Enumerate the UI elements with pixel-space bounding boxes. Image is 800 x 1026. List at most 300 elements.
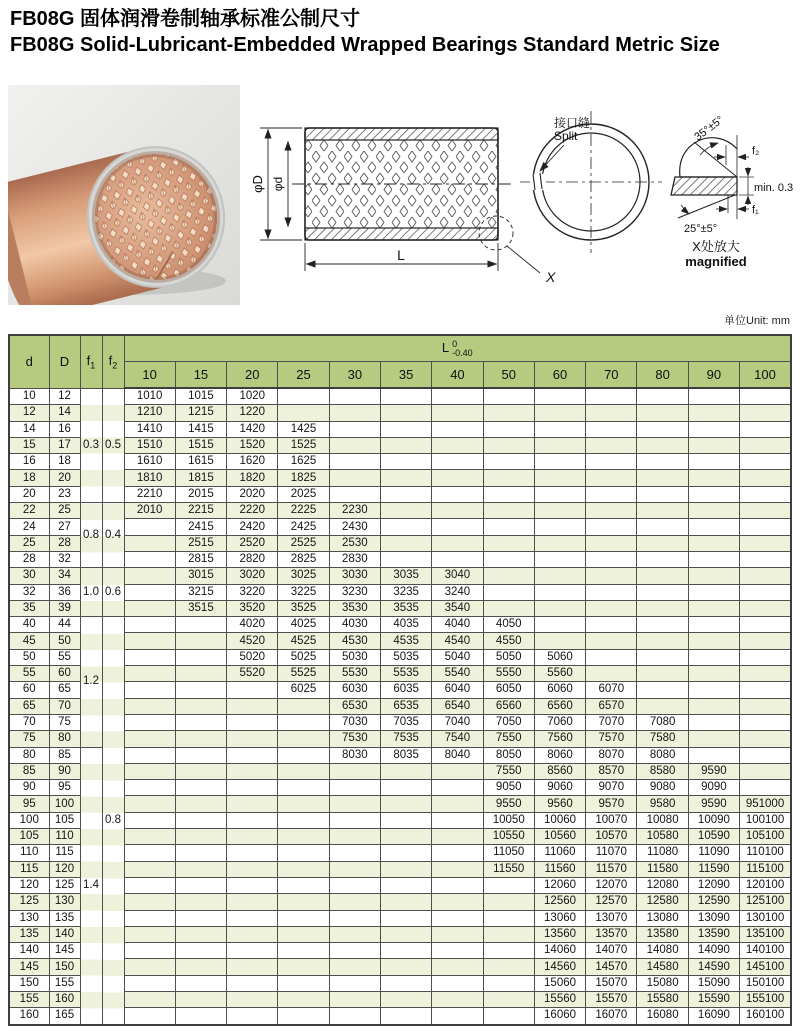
cell-L35 bbox=[380, 503, 431, 519]
cell-L40: 7540 bbox=[432, 731, 483, 747]
cell-L35: 5035 bbox=[380, 649, 431, 665]
table-row bbox=[9, 780, 791, 796]
cell-L100 bbox=[740, 486, 791, 502]
cell-L40 bbox=[432, 812, 483, 828]
cell-L25 bbox=[278, 1008, 329, 1025]
cell-L90 bbox=[688, 519, 739, 535]
cell-L80: 15080 bbox=[637, 975, 688, 991]
cell-L50: 5050 bbox=[483, 649, 534, 665]
cell-L25 bbox=[278, 747, 329, 763]
cell-d: 25 bbox=[9, 535, 49, 551]
cell-L10: 1210 bbox=[124, 405, 175, 421]
cell-L40 bbox=[432, 829, 483, 845]
cell-L30: 6530 bbox=[329, 698, 380, 714]
cell-L90 bbox=[688, 388, 739, 405]
cell-L20: 5520 bbox=[227, 666, 278, 682]
cell-L90: 11090 bbox=[688, 845, 739, 861]
cell-L70 bbox=[586, 421, 637, 437]
table-row bbox=[9, 959, 791, 975]
cell-L60: 14060 bbox=[534, 943, 585, 959]
cell-L70: 16070 bbox=[586, 1008, 637, 1025]
cell-L70: 12570 bbox=[586, 894, 637, 910]
cell-f2: 0.6 bbox=[102, 568, 124, 617]
cell-L80 bbox=[637, 486, 688, 502]
cell-L25: 1825 bbox=[278, 470, 329, 486]
cell-L35: 3535 bbox=[380, 600, 431, 616]
cell-L25: 1525 bbox=[278, 437, 329, 453]
table-row bbox=[9, 470, 791, 486]
cell-L90 bbox=[688, 421, 739, 437]
table-row bbox=[9, 486, 791, 502]
cell-L10 bbox=[124, 894, 175, 910]
cell-L20: 1020 bbox=[227, 388, 278, 405]
cell-L30: 2830 bbox=[329, 551, 380, 567]
cell-L70: 8070 bbox=[586, 747, 637, 763]
table-row bbox=[9, 649, 791, 665]
cell-L40 bbox=[432, 894, 483, 910]
table-row bbox=[9, 551, 791, 567]
cell-L25 bbox=[278, 780, 329, 796]
cell-L10 bbox=[124, 698, 175, 714]
cell-L35 bbox=[380, 437, 431, 453]
cell-L20: 3220 bbox=[227, 584, 278, 600]
cell-L90: 14090 bbox=[688, 943, 739, 959]
cell-L25: 1425 bbox=[278, 421, 329, 437]
cell-L50 bbox=[483, 454, 534, 470]
cell-L50: 7550 bbox=[483, 763, 534, 779]
l-tolerance-lower: -0.40 bbox=[452, 347, 473, 358]
cell-L35 bbox=[380, 829, 431, 845]
cell-L100 bbox=[740, 470, 791, 486]
cell-L20 bbox=[227, 894, 278, 910]
cell-L10 bbox=[124, 926, 175, 942]
cell-L100 bbox=[740, 503, 791, 519]
cell-L100: 155100 bbox=[740, 991, 791, 1007]
cell-L35: 6035 bbox=[380, 682, 431, 698]
cell-L15 bbox=[175, 877, 226, 893]
cell-L15: 3215 bbox=[175, 584, 226, 600]
cell-L100: 125100 bbox=[740, 894, 791, 910]
cell-L10 bbox=[124, 780, 175, 796]
cell-L10 bbox=[124, 747, 175, 763]
cell-L25 bbox=[278, 943, 329, 959]
cell-L80 bbox=[637, 698, 688, 714]
cell-L35 bbox=[380, 551, 431, 567]
cell-L10 bbox=[124, 568, 175, 584]
cell-L15 bbox=[175, 812, 226, 828]
l-col-header-40: 40 bbox=[432, 362, 483, 389]
cell-L15: 1515 bbox=[175, 437, 226, 453]
cell-L100 bbox=[740, 454, 791, 470]
cell-L15: 3015 bbox=[175, 568, 226, 584]
cell-L80 bbox=[637, 454, 688, 470]
cell-L100 bbox=[740, 682, 791, 698]
cell-L90: 9590 bbox=[688, 796, 739, 812]
l-col-header-20: 20 bbox=[227, 362, 278, 389]
cell-L15 bbox=[175, 714, 226, 730]
cell-L40: 3040 bbox=[432, 568, 483, 584]
cell-d: 16 bbox=[9, 454, 49, 470]
cell-L15 bbox=[175, 943, 226, 959]
table-row bbox=[9, 991, 791, 1007]
cell-L50: 4050 bbox=[483, 617, 534, 633]
cell-L25 bbox=[278, 405, 329, 421]
cell-L60 bbox=[534, 454, 585, 470]
cell-L15: 2515 bbox=[175, 535, 226, 551]
cell-f2: 0.4 bbox=[102, 503, 124, 568]
cell-L25 bbox=[278, 698, 329, 714]
cell-L60 bbox=[534, 470, 585, 486]
cell-L100 bbox=[740, 437, 791, 453]
cell-L20 bbox=[227, 926, 278, 942]
cell-L25 bbox=[278, 877, 329, 893]
cell-L50: 6560 bbox=[483, 698, 534, 714]
table-row bbox=[9, 568, 791, 584]
cell-L80: 10080 bbox=[637, 812, 688, 828]
cell-L60 bbox=[534, 405, 585, 421]
cell-D: 160 bbox=[49, 991, 80, 1007]
cell-L20 bbox=[227, 959, 278, 975]
cell-L60 bbox=[534, 633, 585, 649]
cell-L90 bbox=[688, 666, 739, 682]
cell-L40: 4540 bbox=[432, 633, 483, 649]
cell-L60: 13060 bbox=[534, 910, 585, 926]
angle-top-label: 35°±5° bbox=[692, 113, 727, 144]
cell-d: 120 bbox=[9, 877, 49, 893]
cell-L30 bbox=[329, 877, 380, 893]
cell-L20: 4520 bbox=[227, 633, 278, 649]
cell-L90 bbox=[688, 633, 739, 649]
cell-L40 bbox=[432, 991, 483, 1007]
cell-L30: 7530 bbox=[329, 731, 380, 747]
cell-L30 bbox=[329, 975, 380, 991]
cell-D: 50 bbox=[49, 633, 80, 649]
cell-L30: 5530 bbox=[329, 666, 380, 682]
table-row bbox=[9, 535, 791, 551]
cell-L40 bbox=[432, 503, 483, 519]
page-title-zh: FB08G 固体润滑卷制轴承标准公制尺寸 bbox=[10, 8, 361, 30]
cell-L80: 10580 bbox=[637, 829, 688, 845]
cell-L30: 8030 bbox=[329, 747, 380, 763]
cell-L15 bbox=[175, 780, 226, 796]
cell-L50 bbox=[483, 910, 534, 926]
cell-L10 bbox=[124, 519, 175, 535]
cell-L10 bbox=[124, 812, 175, 828]
cell-L35 bbox=[380, 519, 431, 535]
cell-f1: 0.3 bbox=[80, 388, 102, 503]
cell-L70 bbox=[586, 503, 637, 519]
cell-L35 bbox=[380, 991, 431, 1007]
cell-L60 bbox=[534, 617, 585, 633]
cell-L15: 1815 bbox=[175, 470, 226, 486]
col-header-L: L 0 -0.40 bbox=[124, 335, 791, 362]
cell-L20 bbox=[227, 780, 278, 796]
cell-D: 115 bbox=[49, 845, 80, 861]
cell-L15: 2215 bbox=[175, 503, 226, 519]
cell-L70: 6070 bbox=[586, 682, 637, 698]
cell-L60: 10560 bbox=[534, 829, 585, 845]
cell-L50: 6050 bbox=[483, 682, 534, 698]
cell-L60: 12060 bbox=[534, 877, 585, 893]
cell-L30 bbox=[329, 780, 380, 796]
cell-L70 bbox=[586, 388, 637, 405]
cell-L10 bbox=[124, 991, 175, 1007]
col-header-D: D bbox=[49, 335, 80, 388]
cell-L25: 2825 bbox=[278, 551, 329, 567]
cell-L20 bbox=[227, 796, 278, 812]
table-row bbox=[9, 877, 791, 893]
cell-L80: 13580 bbox=[637, 926, 688, 942]
cell-d: 125 bbox=[9, 894, 49, 910]
table-row bbox=[9, 454, 791, 470]
cell-L40: 7040 bbox=[432, 714, 483, 730]
size-table bbox=[8, 334, 792, 1026]
cell-L20 bbox=[227, 747, 278, 763]
table-row bbox=[9, 894, 791, 910]
cell-D: 16 bbox=[49, 421, 80, 437]
cell-L70 bbox=[586, 666, 637, 682]
cell-d: 85 bbox=[9, 763, 49, 779]
cell-L25: 3025 bbox=[278, 568, 329, 584]
cell-L100: 100100 bbox=[740, 812, 791, 828]
cell-L40 bbox=[432, 763, 483, 779]
table-row bbox=[9, 666, 791, 682]
cell-L70: 7570 bbox=[586, 731, 637, 747]
cell-L80: 14080 bbox=[637, 943, 688, 959]
cell-L25 bbox=[278, 861, 329, 877]
cell-L90 bbox=[688, 714, 739, 730]
cell-L80: 15580 bbox=[637, 991, 688, 1007]
cell-L20 bbox=[227, 714, 278, 730]
cell-L100 bbox=[740, 666, 791, 682]
cell-D: 39 bbox=[49, 600, 80, 616]
cell-L90 bbox=[688, 731, 739, 747]
cell-L40 bbox=[432, 405, 483, 421]
cell-d: 14 bbox=[9, 421, 49, 437]
cell-L40 bbox=[432, 437, 483, 453]
cell-L100: 145100 bbox=[740, 959, 791, 975]
cell-L100 bbox=[740, 519, 791, 535]
cell-L40 bbox=[432, 861, 483, 877]
cell-L25: 3225 bbox=[278, 584, 329, 600]
cell-L10 bbox=[124, 910, 175, 926]
table-row bbox=[9, 910, 791, 926]
cell-L90: 15090 bbox=[688, 975, 739, 991]
cell-L70: 12070 bbox=[586, 877, 637, 893]
detail-ref-label: X bbox=[546, 269, 556, 285]
table-row bbox=[9, 388, 791, 405]
cell-L20: 1820 bbox=[227, 470, 278, 486]
cell-L40 bbox=[432, 421, 483, 437]
cell-f1: 1.0 bbox=[80, 568, 102, 617]
cell-f2: 0.8 bbox=[102, 617, 124, 1025]
cell-D: 70 bbox=[49, 698, 80, 714]
cell-L60: 8060 bbox=[534, 747, 585, 763]
cell-L25 bbox=[278, 991, 329, 1007]
dim-inner-diameter-label: φd bbox=[271, 176, 285, 192]
split-gap bbox=[530, 174, 546, 190]
cell-L30: 4030 bbox=[329, 617, 380, 633]
cell-L35 bbox=[380, 910, 431, 926]
cell-L20: 2020 bbox=[227, 486, 278, 502]
cell-L100: 951000 bbox=[740, 796, 791, 812]
cell-L25 bbox=[278, 926, 329, 942]
cell-D: 18 bbox=[49, 454, 80, 470]
cell-L90 bbox=[688, 503, 739, 519]
cell-L50: 11550 bbox=[483, 861, 534, 877]
cell-D: 100 bbox=[49, 796, 80, 812]
cell-L25: 2225 bbox=[278, 503, 329, 519]
cell-L60: 12560 bbox=[534, 894, 585, 910]
cell-L15 bbox=[175, 975, 226, 991]
cell-L90 bbox=[688, 747, 739, 763]
cell-L35 bbox=[380, 388, 431, 405]
cell-L35: 8035 bbox=[380, 747, 431, 763]
cell-L50 bbox=[483, 551, 534, 567]
cell-L50 bbox=[483, 991, 534, 1007]
angle-bottom-label: 25°±5° bbox=[684, 223, 718, 235]
cell-L25: 3525 bbox=[278, 600, 329, 616]
cell-L100 bbox=[740, 714, 791, 730]
cell-L10 bbox=[124, 796, 175, 812]
cell-L35 bbox=[380, 943, 431, 959]
cell-L25 bbox=[278, 796, 329, 812]
cell-L10 bbox=[124, 551, 175, 567]
cell-L20: 2220 bbox=[227, 503, 278, 519]
cell-L50: 11050 bbox=[483, 845, 534, 861]
table-row bbox=[9, 812, 791, 828]
cell-L25: 5025 bbox=[278, 649, 329, 665]
cell-L20 bbox=[227, 910, 278, 926]
cell-L10 bbox=[124, 617, 175, 633]
cell-L50 bbox=[483, 584, 534, 600]
table-row bbox=[9, 763, 791, 779]
cell-D: 25 bbox=[49, 503, 80, 519]
cell-L35 bbox=[380, 959, 431, 975]
f2-label: f₂ bbox=[752, 145, 760, 157]
cell-L10 bbox=[124, 829, 175, 845]
cell-D: 44 bbox=[49, 617, 80, 633]
table-row bbox=[9, 584, 791, 600]
cell-L30: 2430 bbox=[329, 519, 380, 535]
table-row bbox=[9, 503, 791, 519]
cell-L50: 7550 bbox=[483, 731, 534, 747]
table-row bbox=[9, 617, 791, 633]
cell-L70 bbox=[586, 535, 637, 551]
cell-L90 bbox=[688, 454, 739, 470]
cell-L35 bbox=[380, 421, 431, 437]
cell-L35: 3235 bbox=[380, 584, 431, 600]
cell-L90 bbox=[688, 617, 739, 633]
cell-L50: 7050 bbox=[483, 714, 534, 730]
cell-L100: 115100 bbox=[740, 861, 791, 877]
cell-d: 12 bbox=[9, 405, 49, 421]
cell-L70: 14570 bbox=[586, 959, 637, 975]
cell-L10 bbox=[124, 861, 175, 877]
cell-d: 135 bbox=[9, 926, 49, 942]
cell-L20 bbox=[227, 812, 278, 828]
cell-L50: 10050 bbox=[483, 812, 534, 828]
cell-L35 bbox=[380, 486, 431, 502]
table-row bbox=[9, 600, 791, 616]
cell-L60 bbox=[534, 503, 585, 519]
cell-f2: 0.5 bbox=[102, 388, 124, 503]
cell-L60 bbox=[534, 535, 585, 551]
cell-L80 bbox=[637, 551, 688, 567]
cell-D: 34 bbox=[49, 568, 80, 584]
cell-L50: 4550 bbox=[483, 633, 534, 649]
l-col-header-80: 80 bbox=[637, 362, 688, 389]
cell-L10: 1010 bbox=[124, 388, 175, 405]
cell-L100 bbox=[740, 763, 791, 779]
cell-L80 bbox=[637, 649, 688, 665]
cell-L25: 5525 bbox=[278, 666, 329, 682]
cell-d: 130 bbox=[9, 910, 49, 926]
cell-L40 bbox=[432, 910, 483, 926]
cell-L25: 2525 bbox=[278, 535, 329, 551]
cell-L10: 1510 bbox=[124, 437, 175, 453]
split-label-en: Split bbox=[554, 129, 578, 143]
cell-L20: 1220 bbox=[227, 405, 278, 421]
cell-L25: 4025 bbox=[278, 617, 329, 633]
cell-L90 bbox=[688, 486, 739, 502]
cell-L50 bbox=[483, 926, 534, 942]
cell-L70: 8570 bbox=[586, 763, 637, 779]
cell-L15 bbox=[175, 861, 226, 877]
cell-L60: 9060 bbox=[534, 780, 585, 796]
cell-L25 bbox=[278, 910, 329, 926]
cell-L70 bbox=[586, 551, 637, 567]
cell-L30: 4530 bbox=[329, 633, 380, 649]
cell-L30 bbox=[329, 796, 380, 812]
cell-L80 bbox=[637, 421, 688, 437]
f1-label: f₁ bbox=[752, 204, 759, 216]
table-row bbox=[9, 747, 791, 763]
cell-d: 150 bbox=[9, 975, 49, 991]
cell-d: 80 bbox=[9, 747, 49, 763]
cell-L80: 11580 bbox=[637, 861, 688, 877]
cell-L70: 6570 bbox=[586, 698, 637, 714]
cell-L30: 2230 bbox=[329, 503, 380, 519]
table-row bbox=[9, 975, 791, 991]
cell-L80: 8580 bbox=[637, 763, 688, 779]
cell-L10 bbox=[124, 714, 175, 730]
cell-L20: 3520 bbox=[227, 600, 278, 616]
cell-L50: 9050 bbox=[483, 780, 534, 796]
cell-L70 bbox=[586, 568, 637, 584]
cell-L90: 16090 bbox=[688, 1008, 739, 1025]
col-header-f1: $f_1$ bbox=[80, 335, 102, 388]
cell-L50: 9550 bbox=[483, 796, 534, 812]
cell-L80: 7080 bbox=[637, 714, 688, 730]
cell-L80: 11080 bbox=[637, 845, 688, 861]
header-row-2 bbox=[9, 362, 791, 389]
l-col-header-35: 35 bbox=[380, 362, 431, 389]
cell-L10: 2210 bbox=[124, 486, 175, 502]
cell-d: 30 bbox=[9, 568, 49, 584]
cell-L60: 5060 bbox=[534, 649, 585, 665]
cell-L60: 9560 bbox=[534, 796, 585, 812]
cell-L35 bbox=[380, 796, 431, 812]
cell-L20 bbox=[227, 682, 278, 698]
cell-L90 bbox=[688, 698, 739, 714]
cell-L10: 1810 bbox=[124, 470, 175, 486]
cell-L40 bbox=[432, 943, 483, 959]
cell-L50 bbox=[483, 388, 534, 405]
cell-D: 55 bbox=[49, 649, 80, 665]
split-label-zh: 接口缝 bbox=[554, 116, 591, 130]
cell-L40: 4040 bbox=[432, 617, 483, 633]
